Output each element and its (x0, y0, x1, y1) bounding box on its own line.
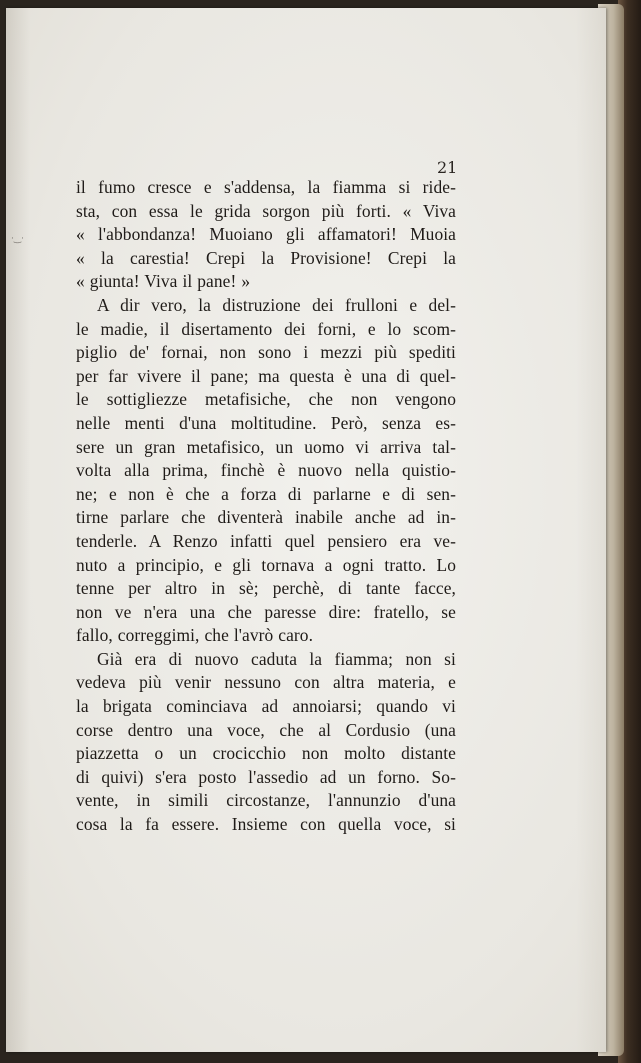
text-line: tirne parlare che diventerà inabile anche ad in- (76, 507, 456, 528)
text-line: piglio de' fornai, non sono i mezzi più spediti (76, 342, 456, 363)
text-line: « la carestia! Crepi la Provisione! Crepi la (76, 247, 456, 268)
text-line: vente, in simili circostanze, l'annunzio d'una (76, 790, 456, 811)
text-line: il fumo cresce e s'addensa, la fiamma si ride- (76, 177, 456, 197)
text-line: « l'abbondanza! Muoiano gli affamatori! Muoia (76, 224, 456, 245)
text-line: A dir vero, la distruzione dei frulloni e del- (97, 294, 456, 315)
text-line: le madie, il disertamento dei forni, e lo scom- (76, 318, 456, 339)
text-line: nelle menti d'una moltitudine. Però, senza es- (76, 412, 456, 433)
text-line: Già era di nuovo caduta la fiamma; non si (97, 648, 456, 669)
text-line: la brigata cominciava ad annoiarsi; quando vi (76, 696, 456, 717)
text-line: non ve n'era una che paresse dire: fratello, se (76, 601, 456, 622)
body-text (76, 176, 456, 837)
text-line: volta alla prima, finchè è nuovo nella quistio- (76, 460, 456, 481)
text-line: cosa la fa essere. Insieme con quella voce, si (76, 814, 456, 835)
text-line: fallo, correggimi, che l'avrò caro. (76, 625, 314, 646)
text-line: corse dentro una voce, che al Cordusio (una (76, 719, 456, 740)
text-line: le sottigliezze metafisiche, che non vengono (76, 389, 456, 410)
margin-mark: ·‿· (11, 234, 24, 244)
text-line: sere un gran metafisico, un uomo vi arriva tal- (76, 436, 456, 457)
text-line: piazzetta o un crocicchio non molto distante (76, 743, 456, 764)
text-line: di quivi) s'era posto l'assedio ad un forno. So- (76, 766, 456, 787)
text-line: sta, con essa le grida sorgon più forti. « Viva (76, 200, 456, 221)
text-line: tenne per altro in sè; perchè, di tante facce, (76, 578, 456, 599)
text-line: nuto a principio, e gli tornava a ogni tratto. Lo (76, 554, 456, 575)
text-line: ne; e non è che a forza di parlarne e di sen- (76, 483, 456, 504)
page-number: 21 (437, 158, 458, 177)
text-line: tenderle. A Renzo infatti quel pensiero era ve- (76, 530, 456, 551)
text-line: vedeva più venir nessuno con altra materia, e (76, 672, 456, 693)
text-line: per far vivere il pane; ma questa è una di quel- (76, 365, 456, 386)
text-line: « giunta! Viva il pane! » (76, 271, 251, 292)
